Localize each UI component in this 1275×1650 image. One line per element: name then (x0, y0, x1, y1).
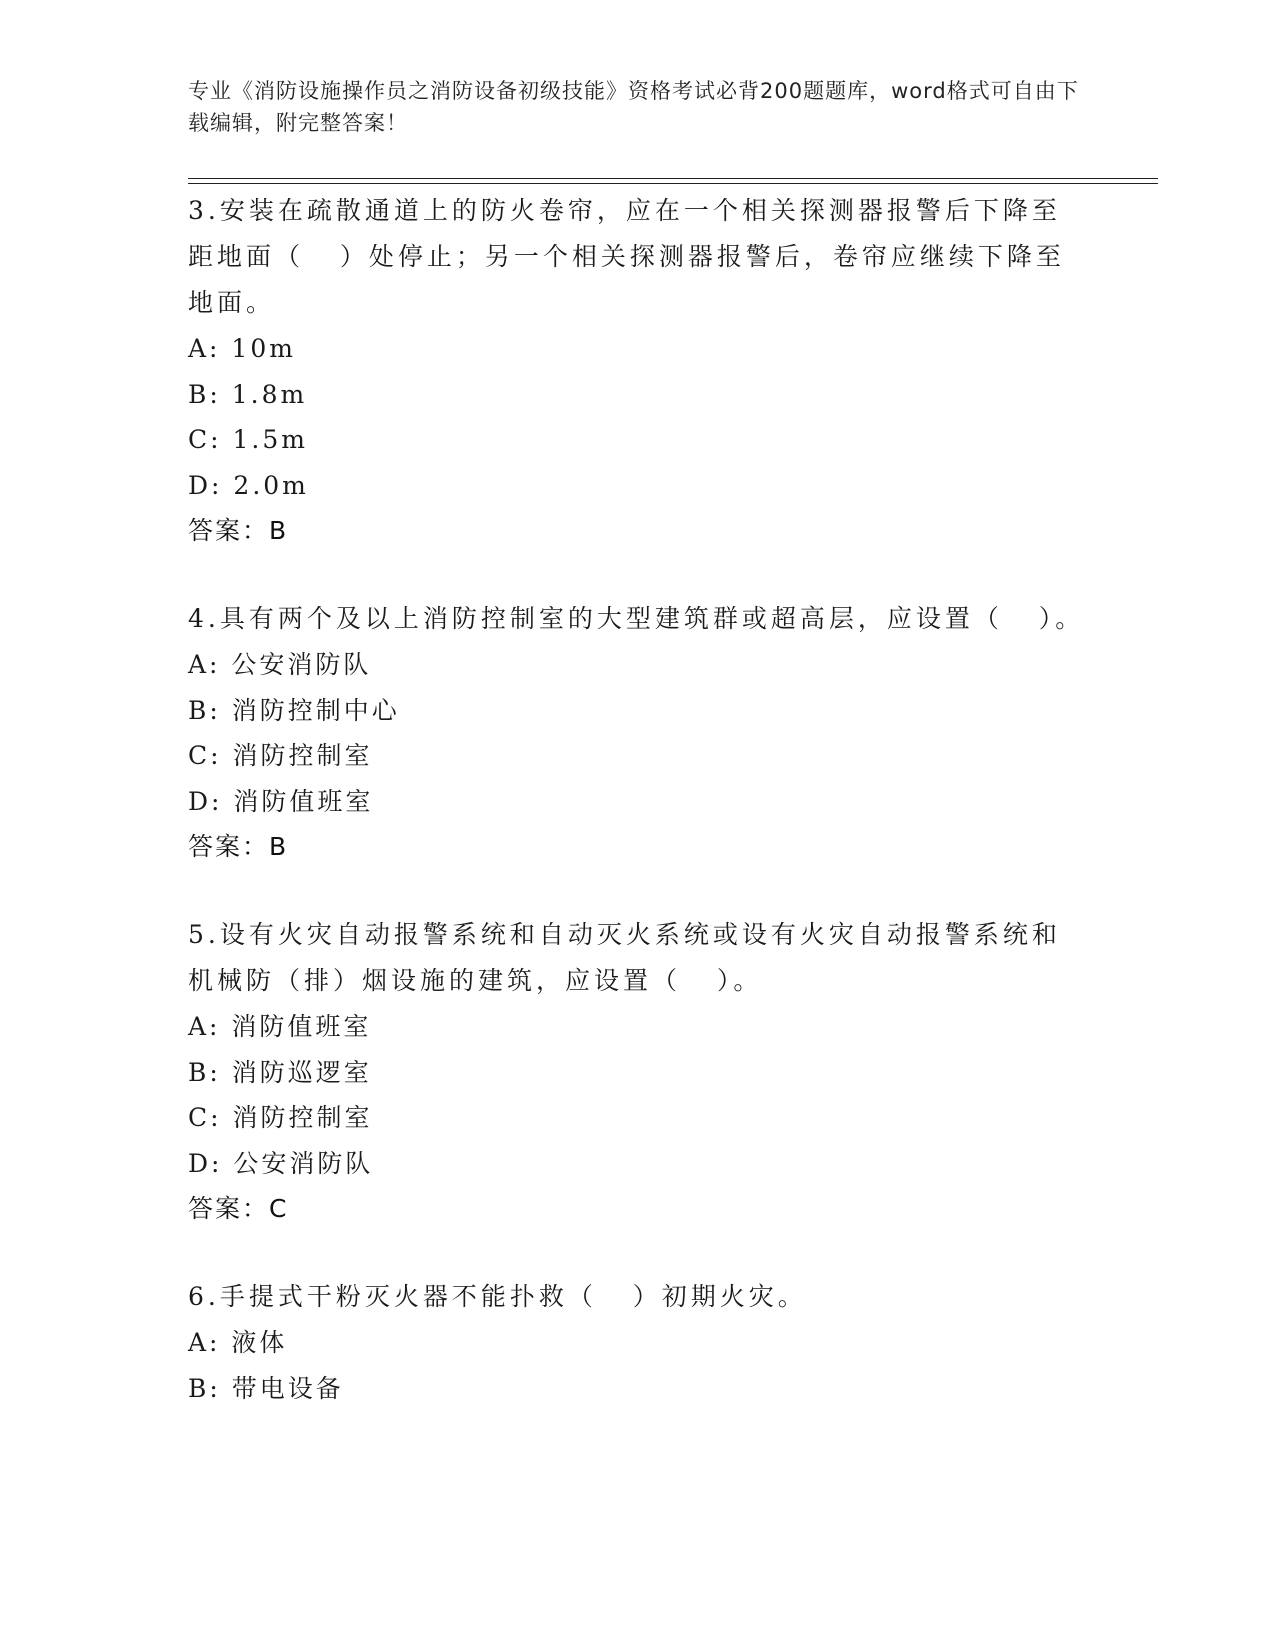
option-a: A: 液体 (188, 1328, 288, 1357)
header-divider (188, 183, 1158, 184)
option-c: C: 消防控制室 (188, 1103, 373, 1132)
answer-text: 答案：C (188, 1194, 289, 1223)
option-a: A: 消防值班室 (188, 1012, 372, 1041)
answer-text: 答案：B (188, 832, 289, 861)
question-text: 3.安装在疏散通道上的防火卷帘，应在一个相关探测器报警后下降至距地面（ ）处停止；另一个相关探测器报警后，卷帘应继续下降至地面。 (188, 196, 1065, 317)
option-a: A: 10m (188, 334, 296, 363)
question-item (188, 188, 1088, 554)
question-text: 6.手提式干粉灭火器不能扑救（ ）初期火灾。 (188, 1282, 807, 1311)
question-list (188, 188, 1088, 1453)
question-text: 5.设有火灾自动报警系统和自动灭火系统或设有火灾自动报警系统和机械防（排）烟设施的建筑，应设置（ ）。 (188, 920, 1061, 995)
answer-text: 答案：B (188, 516, 289, 545)
option-d: D: 2.0m (188, 470, 309, 500)
question-item (188, 912, 1088, 1232)
option-b: B: 1.8m (188, 379, 308, 409)
option-c: C: 1.5m (188, 425, 308, 454)
option-a: A: 公安消防队 (188, 650, 372, 679)
option-d: D: 公安消防队 (188, 1148, 374, 1178)
question-text: 4.具有两个及以上消防控制室的大型建筑群或超高层，应设置（ ）。 (188, 604, 1085, 633)
option-b: B: 消防巡逻室 (188, 1057, 372, 1087)
header-divider (188, 178, 1158, 179)
question-item (188, 1274, 1088, 1411)
option-d: D: 消防值班室 (188, 786, 374, 816)
option-b: B: 消防控制中心 (188, 695, 400, 725)
document-header: 专业《消防设施操作员之消防设备初级技能》资格考试必背200题题库，word格式可自由下载编辑，附完整答案！ (188, 79, 1079, 135)
question-item (188, 596, 1088, 870)
option-b: B: 带电设备 (188, 1373, 344, 1403)
option-c: C: 消防控制室 (188, 741, 373, 770)
